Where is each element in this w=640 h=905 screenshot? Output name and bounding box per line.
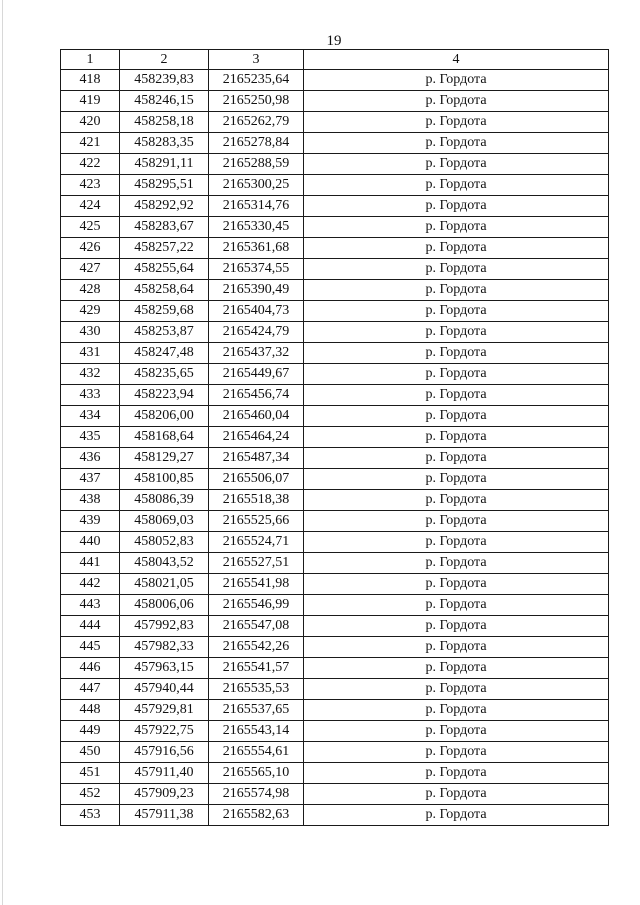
point-number-cell: 424 [61, 196, 120, 217]
y-coordinate-cell: 2165374,55 [209, 259, 304, 280]
description-cell: р. Гордота [304, 763, 609, 784]
x-coordinate-cell: 458283,35 [120, 133, 209, 154]
y-coordinate-cell: 2165554,61 [209, 742, 304, 763]
point-number-cell: 428 [61, 280, 120, 301]
table-row [61, 511, 609, 532]
table-row [61, 721, 609, 742]
description-cell: р. Гордота [304, 385, 609, 406]
description-cell: р. Гордота [304, 238, 609, 259]
point-number-cell: 431 [61, 343, 120, 364]
point-number-cell: 444 [61, 616, 120, 637]
point-number-cell: 422 [61, 154, 120, 175]
description-cell: р. Гордота [304, 469, 609, 490]
description-cell: р. Гордота [304, 70, 609, 91]
y-coordinate-cell: 2165424,79 [209, 322, 304, 343]
description-cell: р. Гордота [304, 154, 609, 175]
description-cell: р. Гордота [304, 679, 609, 700]
x-coordinate-cell: 458206,00 [120, 406, 209, 427]
x-coordinate-cell: 458069,03 [120, 511, 209, 532]
y-coordinate-cell: 2165524,71 [209, 532, 304, 553]
y-coordinate-cell: 2165300,25 [209, 175, 304, 196]
y-coordinate-cell: 2165456,74 [209, 385, 304, 406]
y-coordinate-cell: 2165361,68 [209, 238, 304, 259]
table-row [61, 175, 609, 196]
y-coordinate-cell: 2165541,98 [209, 574, 304, 595]
x-coordinate-cell: 457963,15 [120, 658, 209, 679]
description-cell: р. Гордота [304, 742, 609, 763]
x-coordinate-cell: 458021,05 [120, 574, 209, 595]
y-coordinate-cell: 2165404,73 [209, 301, 304, 322]
point-number-cell: 452 [61, 784, 120, 805]
point-number-cell: 448 [61, 700, 120, 721]
description-cell: р. Гордота [304, 427, 609, 448]
x-coordinate-cell: 457982,33 [120, 637, 209, 658]
x-coordinate-cell: 458295,51 [120, 175, 209, 196]
x-coordinate-cell: 458291,11 [120, 154, 209, 175]
point-number-cell: 419 [61, 91, 120, 112]
y-coordinate-cell: 2165547,08 [209, 616, 304, 637]
y-coordinate-cell: 2165541,57 [209, 658, 304, 679]
point-number-cell: 441 [61, 553, 120, 574]
description-cell: р. Гордота [304, 511, 609, 532]
x-coordinate-cell: 457911,38 [120, 805, 209, 826]
description-cell: р. Гордота [304, 343, 609, 364]
point-number-cell: 451 [61, 763, 120, 784]
page-number: 19 [326, 33, 342, 49]
table-row [61, 70, 609, 91]
x-coordinate-cell: 458258,64 [120, 280, 209, 301]
table-row [61, 301, 609, 322]
x-coordinate-cell: 458247,48 [120, 343, 209, 364]
x-coordinate-cell: 458255,64 [120, 259, 209, 280]
x-coordinate-cell: 458283,67 [120, 217, 209, 238]
table-header-row [61, 50, 609, 70]
description-cell: р. Гордота [304, 784, 609, 805]
table-row [61, 469, 609, 490]
point-number-cell: 426 [61, 238, 120, 259]
y-coordinate-cell: 2165314,76 [209, 196, 304, 217]
x-coordinate-cell: 457929,81 [120, 700, 209, 721]
description-cell: р. Гордота [304, 196, 609, 217]
description-cell: р. Гордота [304, 658, 609, 679]
point-number-cell: 437 [61, 469, 120, 490]
description-cell: р. Гордота [304, 574, 609, 595]
table-row [61, 133, 609, 154]
table-row [61, 490, 609, 511]
y-coordinate-cell: 2165537,65 [209, 700, 304, 721]
table-row [61, 574, 609, 595]
table-row [61, 238, 609, 259]
x-coordinate-cell: 458006,06 [120, 595, 209, 616]
table-row [61, 91, 609, 112]
y-coordinate-cell: 2165543,14 [209, 721, 304, 742]
point-number-cell: 418 [61, 70, 120, 91]
x-coordinate-cell: 458043,52 [120, 553, 209, 574]
y-coordinate-cell: 2165582,63 [209, 805, 304, 826]
y-coordinate-cell: 2165574,98 [209, 784, 304, 805]
description-cell: р. Гордота [304, 259, 609, 280]
y-coordinate-cell: 2165565,10 [209, 763, 304, 784]
x-coordinate-cell: 458258,18 [120, 112, 209, 133]
table-row [61, 427, 609, 448]
y-coordinate-cell: 2165487,34 [209, 448, 304, 469]
description-cell: р. Гордота [304, 364, 609, 385]
y-coordinate-cell: 2165250,98 [209, 91, 304, 112]
description-cell: р. Гордота [304, 490, 609, 511]
description-cell: р. Гордота [304, 553, 609, 574]
table-row [61, 553, 609, 574]
table-body [61, 70, 609, 826]
x-coordinate-cell: 457922,75 [120, 721, 209, 742]
y-coordinate-cell: 2165464,24 [209, 427, 304, 448]
x-coordinate-cell: 458086,39 [120, 490, 209, 511]
description-cell: р. Гордота [304, 637, 609, 658]
table-row [61, 658, 609, 679]
description-cell: р. Гордота [304, 175, 609, 196]
x-coordinate-cell: 458168,64 [120, 427, 209, 448]
x-coordinate-cell: 458100,85 [120, 469, 209, 490]
point-number-cell: 442 [61, 574, 120, 595]
description-cell: р. Гордота [304, 322, 609, 343]
description-cell: р. Гордота [304, 595, 609, 616]
table-row [61, 280, 609, 301]
point-number-cell: 430 [61, 322, 120, 343]
x-coordinate-cell: 458253,87 [120, 322, 209, 343]
table-row [61, 406, 609, 427]
description-cell: р. Гордота [304, 301, 609, 322]
table-row [61, 448, 609, 469]
description-cell: р. Гордота [304, 700, 609, 721]
y-coordinate-cell: 2165460,04 [209, 406, 304, 427]
y-coordinate-cell: 2165330,45 [209, 217, 304, 238]
table-row [61, 532, 609, 553]
y-coordinate-cell: 2165525,66 [209, 511, 304, 532]
column-header-1: 1 [61, 50, 120, 70]
y-coordinate-cell: 2165262,79 [209, 112, 304, 133]
scan-edge-line [2, 0, 3, 905]
x-coordinate-cell: 457916,56 [120, 742, 209, 763]
coordinates-table [60, 49, 609, 826]
y-coordinate-cell: 2165288,59 [209, 154, 304, 175]
description-cell: р. Гордота [304, 805, 609, 826]
description-cell: р. Гордота [304, 112, 609, 133]
point-number-cell: 447 [61, 679, 120, 700]
table-row [61, 196, 609, 217]
y-coordinate-cell: 2165527,51 [209, 553, 304, 574]
x-coordinate-cell: 457911,40 [120, 763, 209, 784]
column-header-3: 3 [209, 50, 304, 70]
description-cell: р. Гордота [304, 280, 609, 301]
description-cell: р. Гордота [304, 217, 609, 238]
point-number-cell: 446 [61, 658, 120, 679]
point-number-cell: 434 [61, 406, 120, 427]
x-coordinate-cell: 457909,23 [120, 784, 209, 805]
x-coordinate-cell: 458223,94 [120, 385, 209, 406]
table-row [61, 637, 609, 658]
x-coordinate-cell: 458259,68 [120, 301, 209, 322]
point-number-cell: 440 [61, 532, 120, 553]
point-number-cell: 421 [61, 133, 120, 154]
y-coordinate-cell: 2165390,49 [209, 280, 304, 301]
x-coordinate-cell: 458239,83 [120, 70, 209, 91]
table-row [61, 385, 609, 406]
x-coordinate-cell: 458235,65 [120, 364, 209, 385]
table-row [61, 679, 609, 700]
point-number-cell: 432 [61, 364, 120, 385]
point-number-cell: 439 [61, 511, 120, 532]
point-number-cell: 433 [61, 385, 120, 406]
point-number-cell: 449 [61, 721, 120, 742]
column-header-2: 2 [120, 50, 209, 70]
y-coordinate-cell: 2165437,32 [209, 343, 304, 364]
description-cell: р. Гордота [304, 616, 609, 637]
description-cell: р. Гордота [304, 532, 609, 553]
y-coordinate-cell: 2165542,26 [209, 637, 304, 658]
point-number-cell: 450 [61, 742, 120, 763]
description-cell: р. Гордота [304, 133, 609, 154]
y-coordinate-cell: 2165449,67 [209, 364, 304, 385]
x-coordinate-cell: 457940,44 [120, 679, 209, 700]
x-coordinate-cell: 457992,83 [120, 616, 209, 637]
table-row [61, 616, 609, 637]
description-cell: р. Гордота [304, 448, 609, 469]
description-cell: р. Гордота [304, 406, 609, 427]
column-header-4: 4 [304, 50, 609, 70]
y-coordinate-cell: 2165518,38 [209, 490, 304, 511]
table-row [61, 343, 609, 364]
point-number-cell: 435 [61, 427, 120, 448]
point-number-cell: 445 [61, 637, 120, 658]
point-number-cell: 420 [61, 112, 120, 133]
table-row [61, 322, 609, 343]
table-row [61, 217, 609, 238]
x-coordinate-cell: 458257,22 [120, 238, 209, 259]
point-number-cell: 427 [61, 259, 120, 280]
point-number-cell: 429 [61, 301, 120, 322]
y-coordinate-cell: 2165535,53 [209, 679, 304, 700]
x-coordinate-cell: 458052,83 [120, 532, 209, 553]
x-coordinate-cell: 458246,15 [120, 91, 209, 112]
table-row [61, 154, 609, 175]
point-number-cell: 443 [61, 595, 120, 616]
point-number-cell: 436 [61, 448, 120, 469]
table-row [61, 112, 609, 133]
table-row [61, 259, 609, 280]
table-row [61, 364, 609, 385]
table-row [61, 763, 609, 784]
table-row [61, 784, 609, 805]
y-coordinate-cell: 2165506,07 [209, 469, 304, 490]
point-number-cell: 453 [61, 805, 120, 826]
table-row [61, 700, 609, 721]
y-coordinate-cell: 2165546,99 [209, 595, 304, 616]
x-coordinate-cell: 458292,92 [120, 196, 209, 217]
table-row [61, 805, 609, 826]
y-coordinate-cell: 2165278,84 [209, 133, 304, 154]
point-number-cell: 423 [61, 175, 120, 196]
description-cell: р. Гордота [304, 721, 609, 742]
table-row [61, 595, 609, 616]
point-number-cell: 438 [61, 490, 120, 511]
y-coordinate-cell: 2165235,64 [209, 70, 304, 91]
table-row [61, 742, 609, 763]
point-number-cell: 425 [61, 217, 120, 238]
x-coordinate-cell: 458129,27 [120, 448, 209, 469]
description-cell: р. Гордота [304, 91, 609, 112]
